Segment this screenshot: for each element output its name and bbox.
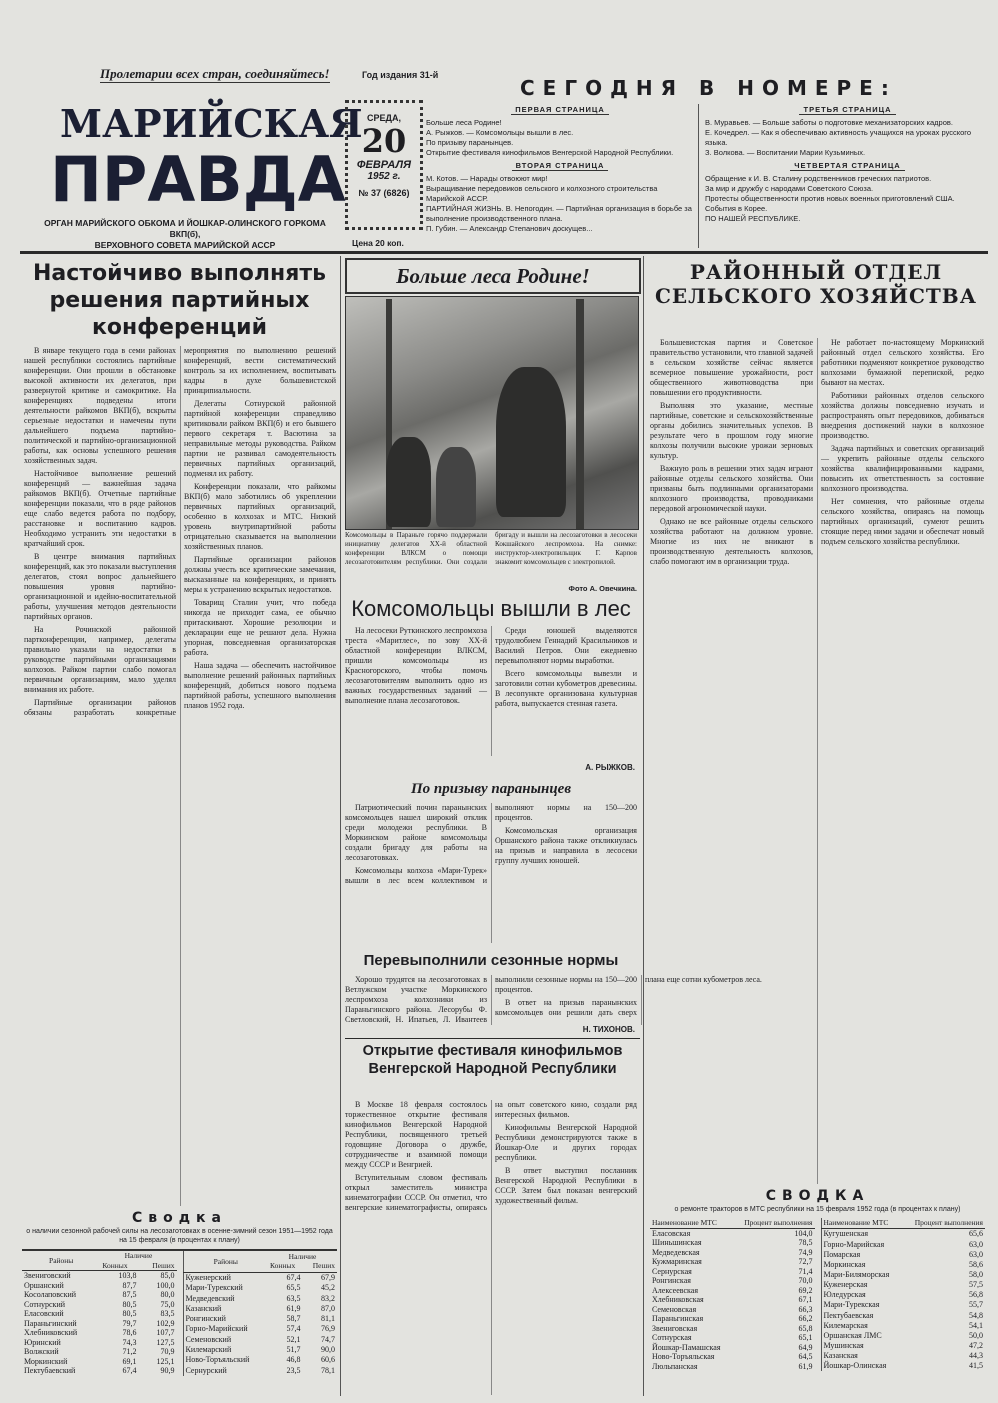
- forest-table-right: [183, 1251, 338, 1376]
- contents-item: Выращивание передовиков сельского и колхозного строительства Марийской АССР.: [426, 184, 658, 203]
- district-name: Йошкар-Памашская: [652, 1342, 721, 1352]
- horse-percent: 51,7: [286, 1345, 301, 1354]
- article-paragraph: Среди юношей выделяются трудолюбием Геннадий Красильников и Василий Петров. Они ежедневно перевыполняют нормы выработки.: [495, 626, 637, 665]
- table-row: [821, 1290, 985, 1300]
- article-paragraph: Важную роль в решении этих задач играют районные отделы сельского хозяйства. Они призваны быть подлинными организаторами колхозного производства, проводниками передовой агрономической науки.: [650, 464, 813, 513]
- completion-percent: 63,0: [969, 1249, 983, 1259]
- foot-percent: 100,0: [156, 1280, 175, 1290]
- table-header-row: [22, 1251, 177, 1271]
- forest-table-left: [22, 1251, 177, 1376]
- article-paragraph: Всего комсомольцы вывезли и заготовили сотни кубометров древесины. В лесопункте организована культурная работа, выпускается стенная газета.: [495, 669, 637, 708]
- table-row: [821, 1260, 985, 1270]
- completion-percent: 54,8: [969, 1310, 983, 1320]
- completion-percent: 56,8: [969, 1290, 983, 1300]
- contents-right: [705, 102, 990, 224]
- table-row: [650, 1295, 815, 1305]
- divider: [340, 256, 341, 1396]
- article-paragraph: В январе текущего года в семи районах нашей республики состоялись партийные конференции. Они прошли в обстановке высокой активности их делегатов, при развернутой критике и самокритике. На конференциях подведены итоги деятельности райкомов ВКП(б), вскрыты серьезные недостатки и намечены пути дальнейшего подъема партийно-политической и партийно-организационной работы, как основы успешного решения хозяйственных задач.: [24, 346, 176, 465]
- horse-percent: 67,4: [286, 1273, 301, 1283]
- table-row: [22, 1366, 177, 1376]
- column-header-foot: Пеших: [312, 1261, 335, 1271]
- district-name: Мари-Биляморская: [823, 1270, 890, 1279]
- table-row: [650, 1257, 815, 1267]
- completion-percent: 58,0: [969, 1270, 983, 1279]
- newspaper-title-line1: МАРИЙСКАЯ: [60, 101, 363, 146]
- article-paragraph: Задача партийных и советских организаций — укрепить районные отделы сельского хозяйства квалифицированными кадрами, повысить их ответственность за состояние колхозного производства.: [821, 444, 984, 493]
- completion-percent: 57,5: [969, 1280, 983, 1290]
- photo-tree: [576, 299, 584, 529]
- forest-summary-subtitle: о наличии сезонной рабочей силы на лесозаготовках в осенне-зимний сезон 1951—1952 года на 15 февраля (в процентах к плану): [26, 1228, 333, 1244]
- table-row: [650, 1314, 815, 1324]
- table-row: [821, 1280, 985, 1290]
- completion-percent: 104,0: [794, 1228, 813, 1238]
- norms-headline: Перевыполнили сезонные нормы: [363, 952, 619, 969]
- article-paragraph: Вступительным словом фестиваль открыл заместитель министра кинематографии СССР. Он отметил, что венгерские кинематографисты, опираясь на опыт советского кино, создали ряд интересных фильмов.: [345, 1100, 637, 1212]
- district-name: Медведевская: [652, 1247, 700, 1257]
- horse-percent: 71,2: [122, 1347, 137, 1356]
- foot-percent: 83,5: [160, 1309, 175, 1318]
- horse-percent: 79,7: [122, 1318, 137, 1328]
- foot-percent: 80,0: [160, 1290, 175, 1299]
- photo-figure: [436, 447, 476, 527]
- contents-section-label: ТРЕТЬЯ СТРАНИЦА: [799, 105, 895, 115]
- table-row: [22, 1290, 177, 1300]
- district-name: Казанский: [185, 1303, 222, 1313]
- completion-percent: 50,0: [969, 1330, 983, 1340]
- horse-percent: 69,1: [122, 1356, 137, 1366]
- completion-percent: 41,5: [969, 1361, 983, 1371]
- editorial-headline: Настойчиво выполнять решения партийных конференций: [32, 261, 327, 340]
- issue-number: № 37 (6826): [358, 188, 410, 198]
- horse-percent: 46,8: [286, 1355, 301, 1365]
- mts-summary: [650, 1188, 985, 1371]
- weekday: СРЕДА,: [367, 113, 401, 123]
- festival-headline: Открытие фестиваля кинофильмов Венгерской Народной Республики: [362, 1043, 623, 1077]
- district-name: Шиньшинская: [652, 1238, 702, 1247]
- district-name: Мари-Турекский: [185, 1283, 243, 1293]
- table-row: [650, 1228, 815, 1238]
- article-paragraph: Работники районных отделов сельского хозяйства должны повседневно изучать и распространять опыт передовиков, добиваться внедрения достижений науки в колхозное производство.: [821, 391, 984, 440]
- table-row: [183, 1303, 337, 1313]
- completion-percent: 65,1: [798, 1333, 813, 1342]
- district-name: Куженерская: [823, 1280, 868, 1290]
- year: 1952 г.: [367, 171, 401, 182]
- table-row: [821, 1320, 985, 1330]
- horse-percent: 80,5: [122, 1299, 137, 1309]
- completion-percent: 70,0: [798, 1276, 813, 1285]
- divider: [345, 1038, 640, 1039]
- article-paragraph: В ответ выступил посланник Венгерской Народной Республики в СССР. Затем был показан венгерский художественный фильм.: [495, 1166, 637, 1205]
- organ-line: ОРГАН МАРИЙСКОГО ОБКОМА И ЙОШКАР-ОЛИНСКОГО ГОРКОМА ВКП(б),: [44, 218, 326, 239]
- foot-percent: 83,2: [321, 1293, 335, 1303]
- horse-percent: 87,5: [122, 1290, 137, 1299]
- contents-left: [426, 102, 694, 234]
- table-row: [650, 1324, 815, 1334]
- table-row: [22, 1357, 177, 1367]
- contents-item: За мир и дружбу с народами Советского Союза.: [705, 184, 874, 193]
- forest-summary-title: Сводка: [131, 1210, 227, 1226]
- year-of-issue: Год издания 31-й: [362, 70, 439, 80]
- column-header-district: Районы: [22, 1251, 100, 1271]
- contents-item: З. Волкова. — Воспитании Марии Кузьминых.: [705, 148, 866, 157]
- organ-line: ВЕРХОВНОГО СОВЕТА МАРИЙСКОЙ АССР: [94, 240, 276, 250]
- slogan: Пролетарии всех стран, соединяйтесь!: [100, 66, 330, 81]
- article-paragraph: Большевистская партия и Советское правительство установили, что главной задачей в сельском хозяйстве сейчас является всемерное повышение урожайности, рост общественного животноводства при повышении его продуктивности.: [650, 338, 813, 397]
- district-name: Моркинский: [24, 1356, 68, 1366]
- completion-percent: 64,5: [798, 1352, 813, 1361]
- horse-percent: 23,5: [286, 1365, 301, 1375]
- table-row: [183, 1324, 337, 1334]
- table-row: [22, 1309, 177, 1319]
- district-name: Мари-Турекская: [823, 1300, 880, 1310]
- table-row: [821, 1341, 985, 1351]
- district-name: Горно-Марийский: [185, 1324, 248, 1334]
- completion-percent: 54,1: [969, 1320, 983, 1330]
- horse-percent: 80,5: [122, 1309, 137, 1318]
- table-row: [650, 1286, 815, 1296]
- article-paragraph: Не работает по-настоящему Моркинский районный отдел сельского хозяйства. Его работники подменяют конкретное руководство колхозами бумажной перепиской, редко бывают на местах.: [821, 338, 984, 387]
- horse-percent: 67,4: [122, 1366, 137, 1375]
- district-name: Ново-Торъяльский: [185, 1355, 250, 1365]
- district-name: Килемарская: [823, 1320, 868, 1330]
- district-name: Сотнурский: [24, 1299, 66, 1309]
- norms-signature: Н. ТИХОНОВ.: [582, 1025, 635, 1034]
- completion-percent: 72,7: [798, 1257, 813, 1266]
- article-paragraph: На лесосеки Руткинского леспромхоза треста «Маритлес», по зову XX-й областной конференции ВЛКСМ, пришли комсомольцы из Красногорского, чтобы помочь лесозаготовителям выполнить одно из важных государственных заданий — выполнение плана лесозаготовок.: [345, 626, 487, 705]
- table-row: [183, 1272, 337, 1283]
- foot-percent: 60,6: [321, 1355, 335, 1365]
- table-row: [22, 1271, 177, 1281]
- contents-item: Е. Кочедрел. — Как я обеспечиваю активность учащихся на уроках русского языка.: [705, 128, 972, 147]
- foot-percent: 87,0: [321, 1303, 335, 1313]
- mts-summary-subtitle: о ремонте тракторов в МТС республики на 15 февраля 1952 года (в процентах к плану): [674, 1206, 961, 1213]
- district-name: Семеновский: [185, 1334, 232, 1344]
- article-paragraph: На Рочинской районной партконференции, например, делегаты правильно указали на недостатки в руководстве партийными организациями колхозов. Райком партии слабо помогал первичным организациям, мало уделял внимания их работе.: [24, 625, 176, 694]
- column-header-horse: Конных: [102, 1260, 128, 1270]
- foot-percent: 81,1: [321, 1314, 335, 1324]
- article-paragraph: В Москве 18 февраля состоялось торжественное открытие фестиваля кинофильмов Венгерской Народной Республики, посвященного третьей годовщине Договора о дружбе, сотрудничестве и взаимной помощи между СССР и Венгрией.: [345, 1100, 487, 1169]
- contents-item: Открытие фестиваля кинофильмов Венгерской Народной Республики.: [426, 148, 674, 157]
- mts-summary-title: СВОДКА: [765, 1188, 870, 1204]
- table-row: [22, 1347, 177, 1357]
- completion-percent: 65,6: [969, 1229, 983, 1239]
- contents-list: [426, 174, 694, 234]
- table-row: [650, 1267, 815, 1277]
- contents-title: СЕГОДНЯ В НОМЕРЕ:: [520, 76, 897, 100]
- column-header-foot: Пеших: [152, 1260, 175, 1270]
- table-row: [821, 1330, 985, 1340]
- contents-list: [426, 118, 694, 158]
- district-name: Косолаповский: [24, 1290, 77, 1299]
- photo-caption: Комсомольцы в Параньге горячо поддержали инициативу делегатов XX-й областной конференции ВЛКСМ о помощи лесозаготовителям республики. Они создали бригаду и вышли на лесозаготовки в лесосеки Кокшайского леспромхоза. На снимке: инструктор-электропильщик Г. Карпов знакомит комсомольцев с электропилой.: [345, 531, 637, 566]
- horse-percent: 74,3: [122, 1337, 137, 1347]
- completion-percent: 55,7: [969, 1300, 983, 1310]
- forest-summary: [22, 1210, 337, 1376]
- contents-item: ПО НАШЕЙ РЕСПУБЛИКЕ.: [705, 214, 801, 223]
- photo-credit: Фото А. Овечкина.: [568, 584, 637, 593]
- district-name: Горно-Марийская: [823, 1239, 885, 1249]
- contents-item: В. Муравьев. — Больше заботы о подготовке механизаторских кадров.: [705, 118, 953, 127]
- district-name: Оршанский: [24, 1280, 64, 1290]
- foot-percent: 74,7: [321, 1334, 335, 1344]
- horse-percent: 87,7: [122, 1280, 137, 1290]
- agri-headline: РАЙОННЫЙ ОТДЕЛ СЕЛЬСКОГО ХОЗЯЙСТВА: [655, 260, 977, 308]
- foot-percent: 78,1: [321, 1365, 335, 1375]
- horse-percent: 103,8: [118, 1271, 137, 1280]
- completion-percent: 61,9: [798, 1361, 813, 1371]
- table-row: [650, 1238, 815, 1248]
- horse-percent: 65,5: [286, 1283, 301, 1293]
- completion-percent: 71,4: [798, 1266, 813, 1276]
- contents-item: М. Котов. — Нарады отвоюют мир!: [426, 174, 548, 183]
- district-name: Ронгинский: [185, 1314, 226, 1324]
- article-paragraph: Конференции показали, что райкомы ВКП(б) мало заботились об укреплении первичных партийных организаций, особенно в колхозах и МТС. Низкий уровень внутрипартийной работы отрицательно сказывается на выполнении хозяйственных планов.: [184, 482, 336, 551]
- article-paragraph: Однако не все районные отделы сельского хозяйства работают на должном уровне. Многие из них не вникают в производственную деятельность колхозов, слабо помогают им в организации труда.: [650, 517, 813, 566]
- column-header-horse: Конных: [270, 1261, 296, 1271]
- agri-body: [650, 338, 984, 1184]
- article-paragraph: Комсомольская организация Оршанского района также откликнулась на призыв и направила в лесосеки группу лучших юношей.: [495, 826, 637, 865]
- column-header-group: [100, 1251, 176, 1271]
- day: 20: [361, 122, 407, 160]
- foot-percent: 85,0: [160, 1271, 175, 1280]
- district-name: Пектубаевская: [823, 1310, 874, 1320]
- contents-item: По призыву паранынцев.: [426, 138, 514, 147]
- table-row: [183, 1314, 337, 1324]
- district-name: Мушинская: [823, 1340, 864, 1350]
- paranga-body: [345, 803, 637, 943]
- article-paragraph: Настойчивое выполнение решений конференций — важнейшая задача райкомов ВКП(б). Отчетные партийные конференции показали, что в ряде районов еще слабо ведется работа по подбору, расстановке и воспитанию кадров. Необходимо устранить эти недостатки в кратчайший срок.: [24, 469, 176, 548]
- table-header-row: [183, 1251, 337, 1272]
- table-row: [650, 1343, 815, 1353]
- contents-item: А. Рыжков. — Комсомольцы вышли в лес.: [426, 128, 574, 137]
- district-name: Алексеевская: [652, 1285, 699, 1295]
- foot-percent: 76,9: [321, 1324, 335, 1334]
- newspaper-title-line2: ПРАВДА: [50, 143, 346, 216]
- district-name: Помарская: [823, 1249, 861, 1259]
- foot-percent: 90,9: [160, 1366, 175, 1375]
- district-name: Килемарский: [185, 1345, 232, 1354]
- foot-percent: 75,0: [160, 1299, 175, 1309]
- district-name: Кугушенская: [823, 1229, 869, 1239]
- district-name: Йошкар-Олинская: [823, 1361, 887, 1371]
- komsomol-body: [345, 626, 637, 756]
- district-name: Юринский: [24, 1337, 61, 1347]
- district-name: Ронгинская: [652, 1276, 691, 1285]
- district-name: Хлебниковский: [24, 1328, 78, 1337]
- foot-percent: 90,0: [321, 1345, 335, 1354]
- article-paragraph: Хорошо трудятся на лесозаготовках в Ветлужском участке Моркинского леспромхоза колхозники из Параньгинского района. Лесорубы Ф. Светловский, Н. Ипатьев, Л. Ивантеев выполнили сезонные нормы на 150—200 процентов.: [345, 975, 637, 1024]
- organ-statement: [28, 218, 342, 251]
- date-box: [345, 100, 423, 230]
- district-name: Кужмаринская: [652, 1257, 702, 1266]
- column-header-availability: Наличие: [124, 1251, 153, 1260]
- table-row: [650, 1305, 815, 1315]
- table-row: [650, 1276, 815, 1286]
- contents-item: События в Корее.: [705, 204, 768, 213]
- district-name: Ново-Торъяльская: [652, 1352, 715, 1361]
- district-name: Семеновская: [652, 1304, 697, 1314]
- contents-list: [705, 118, 990, 158]
- table-row: [22, 1328, 177, 1338]
- table-row: [183, 1345, 337, 1355]
- contents-item: Обращение к И. В. Сталину родственников греческих патриотов.: [705, 174, 932, 183]
- table-row: [650, 1333, 815, 1343]
- article-paragraph: Делегаты Сотнурской районной партийной конференции справедливо критиковали райком ВКП(б) и его бывшего первого секретаря т. Васютина за неправильные методы руководства. Райком партии не развивал самодеятельность первичных партийных организаций, подменял их работу.: [184, 399, 336, 478]
- district-name: Медведевский: [185, 1293, 235, 1303]
- contents-section-label: ЧЕТВЕРТАЯ СТРАНИЦА: [790, 161, 904, 171]
- article-paragraph: Кинофильмы Венгерской Народной Республики демонстрируются также в Йошкар-Оле и других городах республики.: [495, 1123, 637, 1162]
- article-paragraph: Выполняя это указание, местные партийные, советские и сельскохозяйственные органы добились значительных успехов. В результате чего в прошлом году многие колхозы получили высокие урожаи зерновых культур.: [650, 401, 813, 460]
- table-row: [821, 1229, 985, 1240]
- foot-percent: 45,2: [321, 1283, 335, 1293]
- column-header-name: Наименование МТС: [821, 1218, 902, 1229]
- table-row: [821, 1310, 985, 1320]
- foot-percent: 107,7: [156, 1328, 175, 1337]
- table-row: [183, 1334, 337, 1344]
- horse-percent: 78,6: [122, 1328, 137, 1337]
- contents-list: [705, 174, 990, 224]
- table-row: [183, 1365, 337, 1375]
- contents-section-label: ВТОРАЯ СТРАНИЦА: [512, 161, 609, 171]
- article-paragraph: В ответ на призыв паранынских комсомольцев они решили дать сверх плана еще сотни кубометров леса.: [495, 975, 762, 1017]
- table-row: [821, 1249, 985, 1259]
- article-paragraph: Нет сомнения, что районные отделы сельского хозяйства, опираясь на помощь партийных организаций, сумеют решить стоящие перед ними задачи и обеспечат новый подъем сельского хозяйства республики.: [821, 497, 984, 546]
- table-row: [821, 1351, 985, 1361]
- paranga-headline: По призыву паранынцев: [410, 781, 572, 797]
- contents-item: Протесты общественности против новых военных приготовлений США.: [705, 194, 955, 203]
- column-header-group: [268, 1251, 337, 1272]
- contents-item: ПАРТИЙНАЯ ЖИЗНЬ. В. Непогодин. — Партийная организация в борьбе за выполнение производственного плана.: [426, 204, 692, 223]
- editorial-body: [24, 346, 336, 1206]
- column-header-name: Наименование МТС: [650, 1218, 732, 1228]
- table-row: [650, 1248, 815, 1258]
- completion-percent: 69,2: [798, 1285, 813, 1295]
- horse-percent: 57,4: [286, 1324, 301, 1334]
- district-name: Юледурская: [823, 1290, 866, 1300]
- horse-percent: 63,5: [286, 1293, 301, 1303]
- foot-percent: 127,5: [156, 1337, 175, 1347]
- article-paragraph: Комсомольцы колхоза «Мари-Турек» вышли в лес всем коллективом и выполняют нормы на 150—200 процентов.: [345, 803, 637, 885]
- foot-percent: 67,9: [321, 1273, 335, 1283]
- foot-percent: 125,1: [156, 1356, 175, 1366]
- district-name: Оршанская ЛМС: [823, 1330, 882, 1340]
- table-row: [821, 1300, 985, 1310]
- completion-percent: 74,9: [798, 1247, 813, 1257]
- news-photo: [345, 296, 639, 530]
- norms-body: [345, 975, 762, 1025]
- completion-percent: 58,6: [969, 1259, 983, 1269]
- table-row: [650, 1362, 815, 1372]
- article-paragraph: Партийные организации районов должны учесть все критические замечания, высказанные на конференциях, и принять меры к устранению вскрытых недостатков.: [184, 555, 336, 594]
- district-name: Звениговский: [24, 1271, 71, 1280]
- foot-percent: 70,9: [160, 1347, 175, 1356]
- table-row: [650, 1352, 815, 1362]
- divider: [698, 104, 699, 248]
- foot-percent: 102,9: [156, 1318, 175, 1328]
- article-paragraph: Патриотический почин паранынских комсомольцев нашел широкий отклик среди молодежи республики. В Моркинском районе комсомольцы создали бригаду для работы на лесозаготовках.: [345, 803, 487, 862]
- article-paragraph: Товарищ Сталин учит, что победа никогда не приходит сама, ее обычно притаскивают. Хорошие резолюции и декларации еще не решают дела. Нужна упорная, повседневная организаторская работа.: [184, 598, 336, 657]
- district-name: Люльпанская: [652, 1361, 698, 1371]
- table-row: [22, 1319, 177, 1329]
- month: ФЕВРАЛЯ: [356, 159, 412, 171]
- horse-percent: 61,9: [286, 1303, 301, 1313]
- table-row: [183, 1293, 337, 1303]
- district-name: Еласовская: [652, 1228, 691, 1238]
- completion-percent: 47,2: [969, 1340, 983, 1350]
- photo-figure: [496, 367, 566, 517]
- komsomol-headline: Комсомольцы вышли в лес: [351, 596, 631, 621]
- district-name: Сернурский: [185, 1365, 227, 1375]
- completion-percent: 44,3: [969, 1351, 983, 1360]
- horse-percent: 58,7: [286, 1314, 301, 1324]
- article-paragraph: В центре внимания партийных конференций, как это показали выступления делегатов, стоял вопрос дальнейшего повышения уровня партийно-организационной и идейно-воспитательной работы, улучшения методов деятельности партийных органов.: [24, 552, 177, 621]
- table-header-row: [821, 1218, 985, 1229]
- district-name: Хлебниковская: [652, 1295, 704, 1304]
- table-row: [183, 1355, 337, 1365]
- table-row: [22, 1300, 177, 1310]
- district-name: Сернурская: [652, 1266, 692, 1276]
- festival-body: [345, 1100, 637, 1395]
- table-row: [821, 1361, 985, 1371]
- article-paragraph: Партийные организации районов обязаны разработать конкретные мероприятия по выполнению решений конференций, вести систематический контроль за их исполнением, воспитывать кадры в духе большевистской принципиальности.: [24, 346, 336, 717]
- column-header-district: Районы: [183, 1251, 268, 1272]
- completion-percent: 66,2: [798, 1314, 813, 1323]
- divider: [643, 256, 644, 1396]
- district-name: Параньгинская: [652, 1314, 704, 1323]
- contents-item: Больше леса Родине!: [426, 118, 502, 127]
- column-header-percent: Процент выполнения: [902, 1218, 985, 1229]
- masthead-rule: [20, 251, 988, 254]
- mts-table-right: [821, 1218, 986, 1371]
- district-name: Еласовский: [24, 1309, 64, 1318]
- horse-percent: 52,1: [286, 1334, 301, 1344]
- article-paragraph: Наша задача — обеспечить настойчивое выполнение решений районных партийных конференций, добиться нового подъема партийной работы, успешного выполнения планов 1952 года.: [184, 661, 336, 710]
- district-name: Казанская: [823, 1351, 858, 1360]
- komsomol-signature: А. РЫЖКОВ.: [585, 763, 635, 772]
- district-name: Волжский: [24, 1347, 59, 1356]
- table-row: [22, 1338, 177, 1348]
- district-name: Пектубаевский: [24, 1366, 76, 1375]
- table-row: [22, 1281, 177, 1291]
- forest-banner: Больше леса Родине!: [345, 258, 641, 294]
- table-row: [821, 1270, 985, 1280]
- mts-table-left: [650, 1218, 815, 1371]
- district-name: Сотнурская: [652, 1333, 692, 1342]
- column-header-availability: Наличие: [288, 1251, 317, 1261]
- completion-percent: 63,0: [969, 1239, 983, 1249]
- table-row: [821, 1239, 985, 1249]
- district-name: Куженерский: [185, 1273, 231, 1283]
- photo-figure: [386, 437, 431, 527]
- contents-item: П. Губин. — Александр Степанович доскущев...: [426, 224, 593, 233]
- district-name: Параньгинский: [24, 1318, 77, 1328]
- completion-percent: 67,1: [798, 1295, 813, 1304]
- table-row: [183, 1283, 337, 1293]
- completion-percent: 78,5: [798, 1238, 813, 1247]
- table-header-row: [650, 1218, 815, 1228]
- contents-section-label: ПЕРВАЯ СТРАНИЦА: [511, 105, 609, 115]
- district-name: Звениговская: [652, 1323, 698, 1333]
- district-name: Моркинская: [823, 1259, 866, 1269]
- completion-percent: 66,3: [798, 1304, 813, 1314]
- price: Цена 20 коп.: [352, 238, 404, 248]
- completion-percent: 65,8: [798, 1323, 813, 1333]
- completion-percent: 64,9: [798, 1342, 813, 1352]
- column-header-percent: Процент выполнения: [732, 1218, 814, 1228]
